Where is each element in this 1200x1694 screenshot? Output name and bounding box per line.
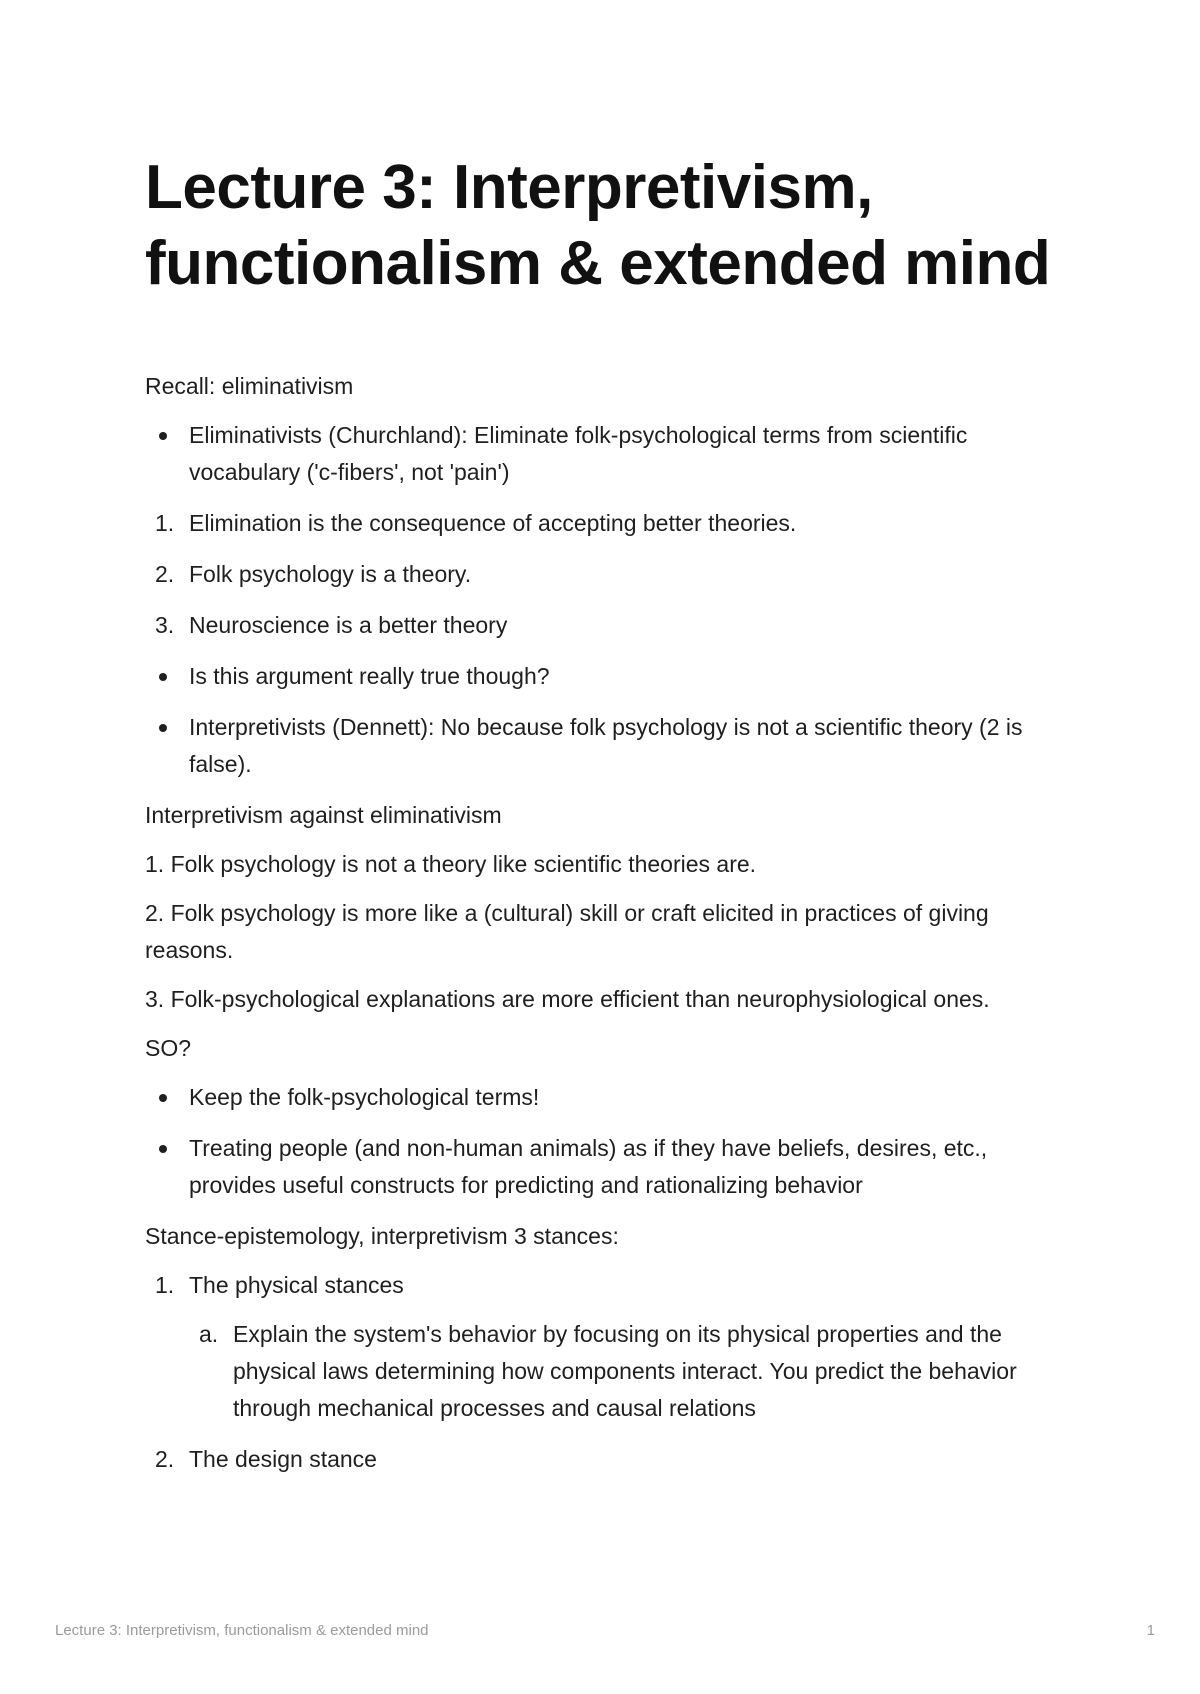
list-item-text: Neuroscience is a better theory	[189, 612, 508, 638]
bullet-list-dennett	[145, 658, 1075, 783]
list-marker: a.	[199, 1321, 219, 1347]
list-item-text: Folk psychology is a theory.	[189, 561, 472, 587]
list-item-text: Explain the system's behavior by focusing on its physical properties and the physical laws determining how components interact. You predict the behavior through mechanical processes and causal relations	[233, 1321, 1017, 1421]
list-item: Eliminativists (Churchland): Eliminate folk-psychological terms from scientific vocabulary ('c-fibers', not 'pain')	[145, 417, 1075, 491]
interpretivism-point: 1. Folk psychology is not a theory like scientific theories are.	[145, 851, 757, 877]
list-item	[145, 556, 1075, 593]
list-item-text: The design stance	[189, 1446, 377, 1472]
page-footer	[55, 1622, 1155, 1639]
list-item: Treating people (and non-human animals) as if they have beliefs, desires, etc., provides useful constructs for predicting and rationalizing behavior	[145, 1130, 1075, 1204]
list-item	[145, 505, 1075, 542]
page-number: 1	[1146, 1622, 1155, 1639]
list-item	[145, 607, 1075, 644]
numbered-list-stances	[145, 1267, 1075, 1478]
list-marker: 2.	[155, 561, 175, 587]
list-marker: 1.	[155, 510, 175, 536]
bullet-list-conclusion	[145, 1079, 1075, 1204]
list-item: Is this argument really true though?	[145, 658, 1075, 695]
list-item-text: The physical stances	[189, 1272, 404, 1298]
list-marker: 1.	[155, 1272, 175, 1298]
list-item: Interpretivists (Dennett): No because folk psychology is not a scientific theory (2 is false).	[145, 709, 1075, 783]
sub-list	[189, 1316, 1075, 1427]
page-title: Lecture 3: Interpretivism, functionalism & extended mind	[145, 153, 1051, 298]
list-item	[145, 1267, 1075, 1427]
list-item	[145, 1441, 1075, 1478]
interpretivism-point: 3. Folk-psychological explanations are more efficient than neurophysiological ones.	[145, 986, 990, 1012]
numbered-list-argument	[145, 505, 1075, 644]
list-marker: 3.	[155, 612, 175, 638]
bullet-list-eliminativists	[145, 417, 1075, 491]
sub-list-item	[189, 1316, 1075, 1427]
document-page	[145, 150, 1075, 1492]
recall-heading: Recall: eliminativism	[145, 373, 354, 399]
list-item-text: Elimination is the consequence of accepting better theories.	[189, 510, 797, 536]
document-body	[145, 368, 1075, 1478]
interpretivism-point: 2. Folk psychology is more like a (cultural) skill or craft elicited in practices of giving reasons.	[145, 900, 989, 963]
stance-heading: Stance-epistemology, interpretivism 3 stances:	[145, 1223, 619, 1249]
list-marker: 2.	[155, 1446, 175, 1472]
footer-title: Lecture 3: Interpretivism, functionalism & extended mind	[55, 1622, 429, 1639]
interpretivism-heading: Interpretivism against eliminativism	[145, 802, 502, 828]
list-item: Keep the folk-psychological terms!	[145, 1079, 1075, 1116]
so-label: SO?	[145, 1035, 192, 1061]
